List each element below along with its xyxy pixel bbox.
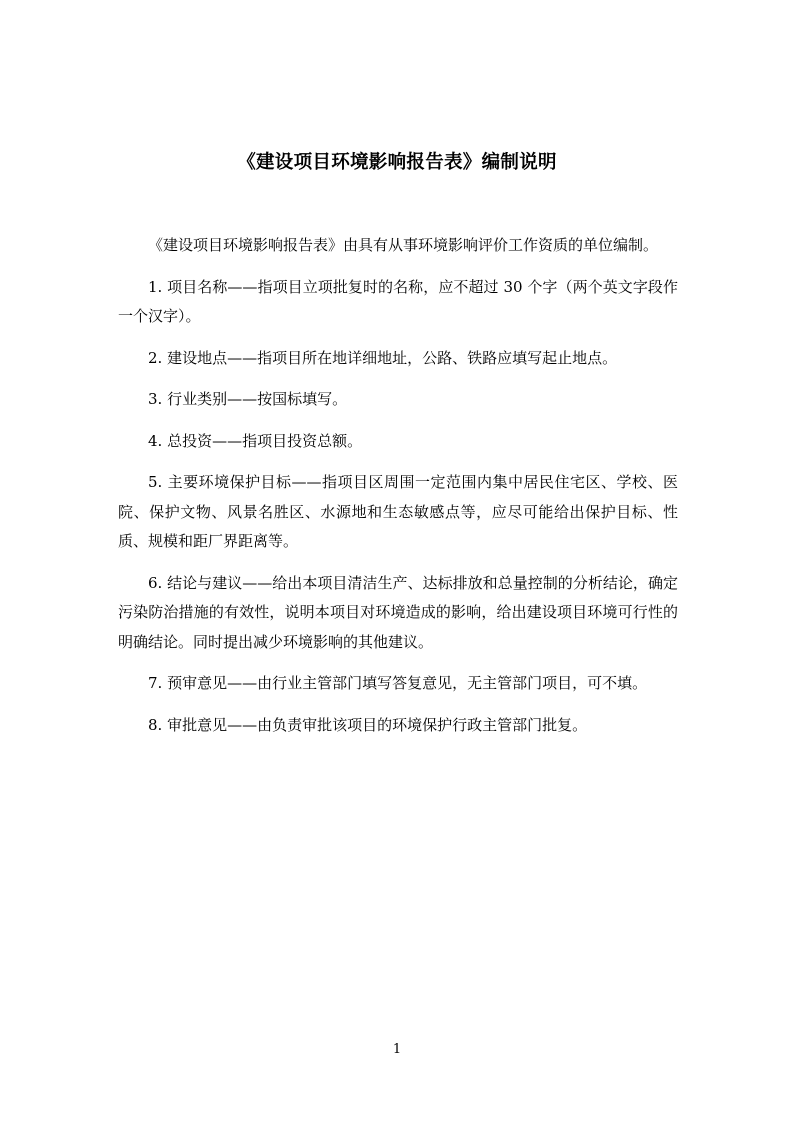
paragraph-item-1: 1. 项目名称——指项目立项批复时的名称，应不超过 30 个字（两个英文字段作一个汉字）。 bbox=[118, 277, 678, 325]
paragraph-item-2: 2. 建设地点——指项目所在地详细地址，公路、铁路应填写起止地点。 bbox=[148, 348, 618, 367]
paragraph-item-5: 5. 主要环境保护目标——指项目区周围一定范围内集中居民住宅区、学校、医院、保护文物、风景名胜区、水源地和生态敏感点等，应尽可能给出保护目标、性质、规模和距厂界距离等。 bbox=[118, 473, 678, 550]
paragraph-item-7: 7. 预审意见——由行业主管部门填写答复意见，无主管部门项目，可不填。 bbox=[148, 674, 648, 692]
paragraph-item-3: 3. 行业类别——按国标填写。 bbox=[148, 390, 348, 408]
paragraph-item-6: 6. 结论与建议——给出本项目清洁生产、达标排放和总量控制的分析结论，确定污染防治措施的有效性，说明本项目对环境造成的影响，给出建设项目环境可行性的明确结论。同时提出减少环境影响的其他建议。 bbox=[118, 573, 678, 651]
paragraph-item-4: 4. 总投资——指项目投资总额。 bbox=[148, 431, 363, 450]
page-number: 1 bbox=[392, 1042, 402, 1057]
document-body bbox=[118, 231, 678, 752]
paragraph-intro: 《建设项目环境影响报告表》由具有从事环境影响评价工作资质的单位编制。 bbox=[148, 236, 659, 254]
paragraph-item-8: 8. 审批意见——由负责审批该项目的环境保护行政主管部门批复。 bbox=[148, 715, 588, 734]
document-title: 《建设项目环境影响报告表》编制说明 bbox=[237, 152, 557, 173]
